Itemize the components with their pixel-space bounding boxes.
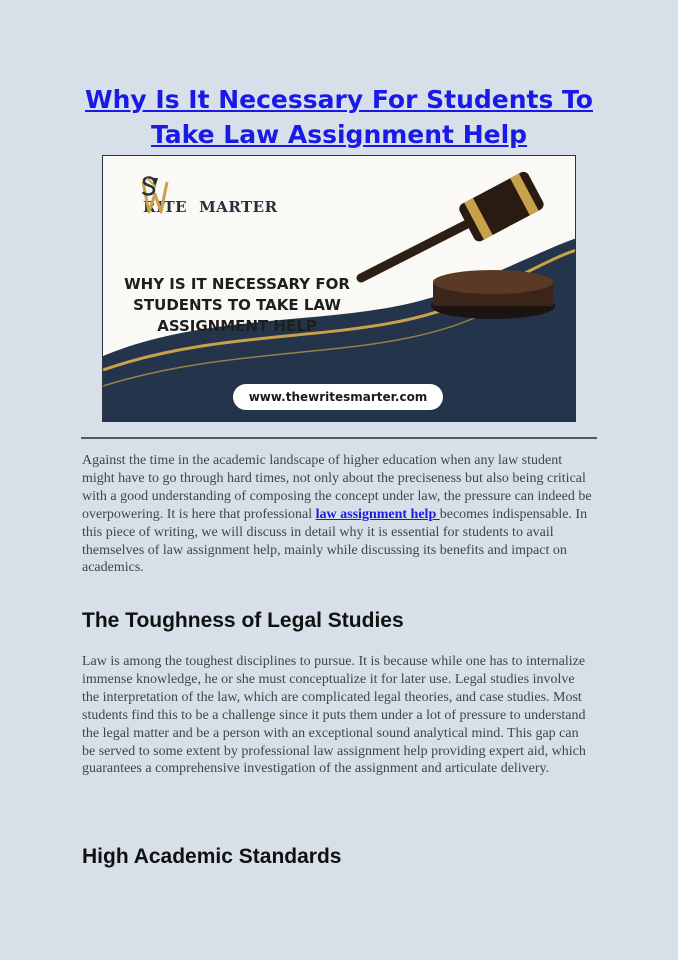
logo-text-marter: MARTER: [199, 198, 278, 216]
page-title-link[interactable]: [0, 82, 678, 152]
intro-text-after: becomes indispensable. In this piece of writing, we will discuss in detail why it is essential for students to avail themselves of law assignment help, mainly while discussing its benefits and impact on academics.: [82, 506, 588, 576]
judge-gavel-icon: [361, 170, 555, 319]
intro-text-before: Against the time in the academic landscape of higher education when any law student might have to go through hard times, not only about the preciseness but also being critical with a good understanding of composing the concept under law, the pressure can indeed be overpowering. It is here that professional: [82, 453, 592, 522]
intro-paragraph: [82, 452, 592, 577]
horizontal-divider: [81, 437, 597, 439]
banner-image: [102, 155, 576, 422]
title-line-1[interactable]: Why Is It Necessary For Students To: [85, 85, 593, 114]
section-toughness-body: Law is among the toughest disciplines to pursue. It is because while one has to internalize immense knowledge, he or she must conceptualize it for later use. Legal studies involve the interpretation of the law, which are complicated legal theories, and case studies. Most students find this to be a challenge since it puts them under a lot of pressure to understand the legal matter and be a person with an exceptional sound analytical mind. This gap can be served to some extent by professional law assignment help providing expert aid, which guarantees a comprehensive investigation of the assignment and articulate delivery.: [82, 654, 586, 777]
law-assignment-help-link[interactable]: law assignment help: [315, 506, 440, 522]
logo-text-rite: RITE: [143, 198, 188, 216]
write-smarter-logo: [141, 176, 278, 226]
banner-headline: WHY IS IT NECESSARY FOR STUDENTS TO TAKE LAW ASSIGNMENT HELP: [124, 275, 350, 335]
banner-url-pill: www.thewritesmarter.com: [233, 384, 443, 410]
section-heading-toughness: The Toughness of Legal Studies: [82, 609, 404, 632]
title-line-2[interactable]: Take Law Assignment Help: [150, 120, 528, 149]
section-heading-standards: High Academic Standards: [82, 845, 342, 868]
